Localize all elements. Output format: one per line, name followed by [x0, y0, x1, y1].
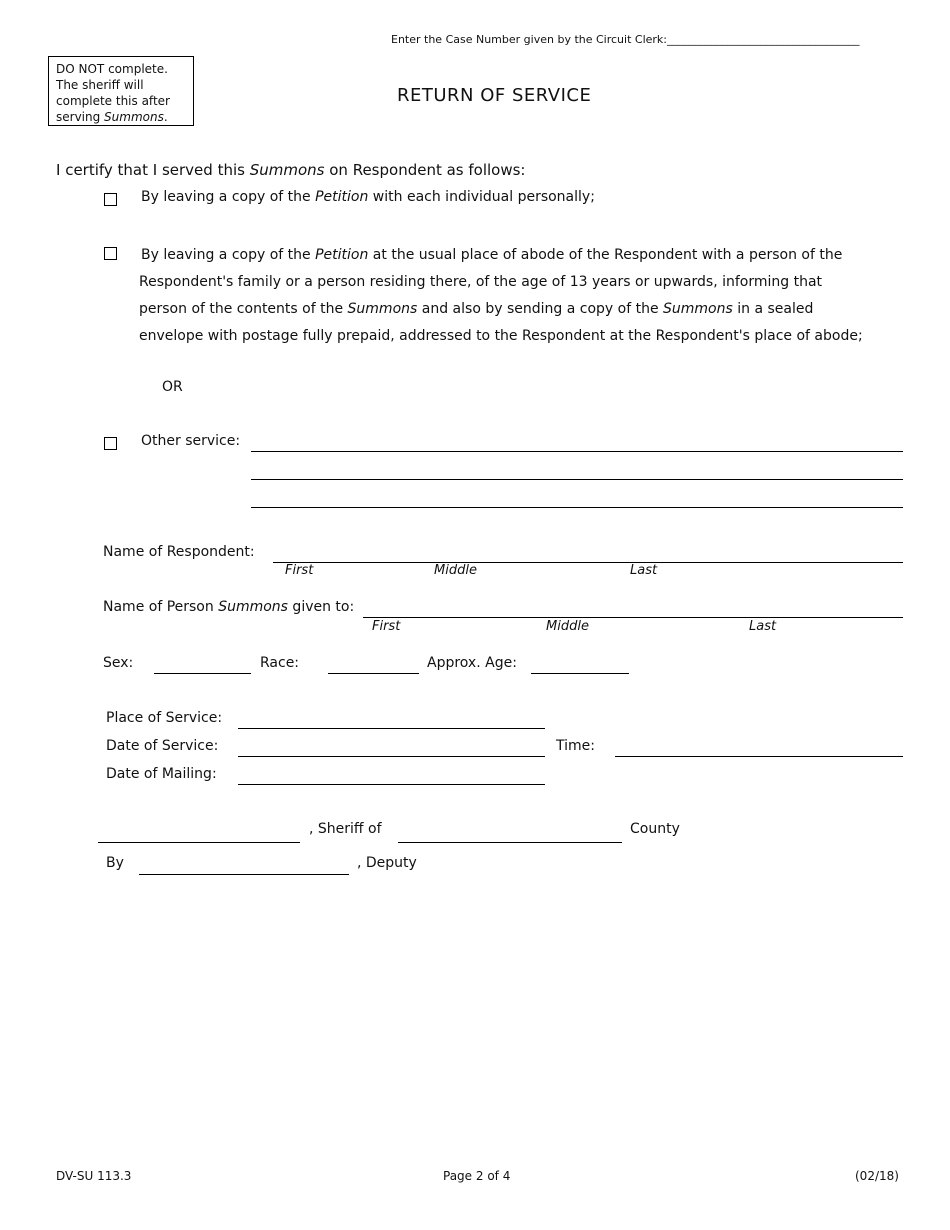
deputy-name-field[interactable] — [139, 874, 349, 875]
race-field[interactable] — [328, 673, 419, 674]
sheriff-of-label: , Sheriff of — [309, 821, 382, 837]
age-field[interactable] — [531, 673, 629, 674]
person-given-field[interactable] — [363, 617, 903, 618]
person-given-label: Name of Person Summons given to: — [103, 599, 355, 615]
sex-label: Sex: — [103, 655, 134, 671]
person-last-caption: Last — [749, 619, 777, 634]
respondent-middle-caption: Middle — [434, 563, 477, 578]
option-other-checkbox[interactable] — [104, 437, 117, 450]
race-label: Race: — [260, 655, 300, 671]
county-name-field[interactable] — [398, 842, 622, 843]
case-number-label: Enter the Case Number given by the Circuit Clerk:___________________________________ — [391, 33, 860, 46]
date-of-mailing-label: Date of Mailing: — [106, 766, 217, 782]
respondent-first-caption: First — [285, 563, 314, 578]
page-title: RETURN OF SERVICE — [397, 85, 592, 106]
other-service-label: Other service: — [141, 433, 241, 449]
date-of-mailing-field[interactable] — [238, 784, 545, 785]
option-abode-checkbox[interactable] — [104, 247, 117, 260]
notice-box: DO NOT complete. The sheriff will complete this after serving Summons. — [48, 56, 194, 126]
case-number-blank: ___________________________________ — [667, 33, 860, 46]
deputy-label: , Deputy — [357, 855, 417, 871]
person-middle-caption: Middle — [546, 619, 589, 634]
person-first-caption: First — [372, 619, 401, 634]
certify-statement: I certify that I served this Summons on Respondent as follows: — [56, 161, 526, 179]
date-of-service-label: Date of Service: — [106, 738, 219, 754]
other-service-line-1[interactable] — [251, 451, 903, 452]
or-label: OR — [162, 379, 183, 395]
page-number: Page 2 of 4 — [443, 1169, 511, 1183]
option-personal-label: By leaving a copy of the Petition with each individual personally; — [141, 189, 595, 205]
place-of-service-label: Place of Service: — [106, 710, 223, 726]
respondent-name-field[interactable] — [273, 562, 903, 563]
other-service-line-2[interactable] — [251, 479, 903, 480]
option-abode-label: By leaving a copy of the Petition at the usual place of abode of the Respondent with a person of the Respondent's family or a person residing there, of the age of 13 years or upwards, informing that person of the contents of the Summons and also by sending a copy of the Summons in a sealed envelope with postage fully prepaid, addressed to the Respondent at the Respondent's place of abode; — [139, 247, 863, 344]
date-of-service-field[interactable] — [238, 756, 545, 757]
age-label: Approx. Age: — [427, 655, 517, 671]
respondent-name-label: Name of Respondent: — [103, 544, 255, 560]
other-service-line-3[interactable] — [251, 507, 903, 508]
sex-field[interactable] — [154, 673, 251, 674]
by-label: By — [106, 855, 124, 871]
sheriff-name-field[interactable] — [98, 842, 300, 843]
time-label: Time: — [556, 738, 595, 754]
place-of-service-field[interactable] — [238, 728, 545, 729]
time-field[interactable] — [615, 756, 903, 757]
option-personal-checkbox[interactable] — [104, 193, 117, 206]
respondent-last-caption: Last — [630, 563, 658, 578]
revision-date: (02/18) — [855, 1169, 899, 1183]
county-label: County — [630, 821, 680, 837]
form-id: DV-SU 113.3 — [56, 1169, 132, 1183]
